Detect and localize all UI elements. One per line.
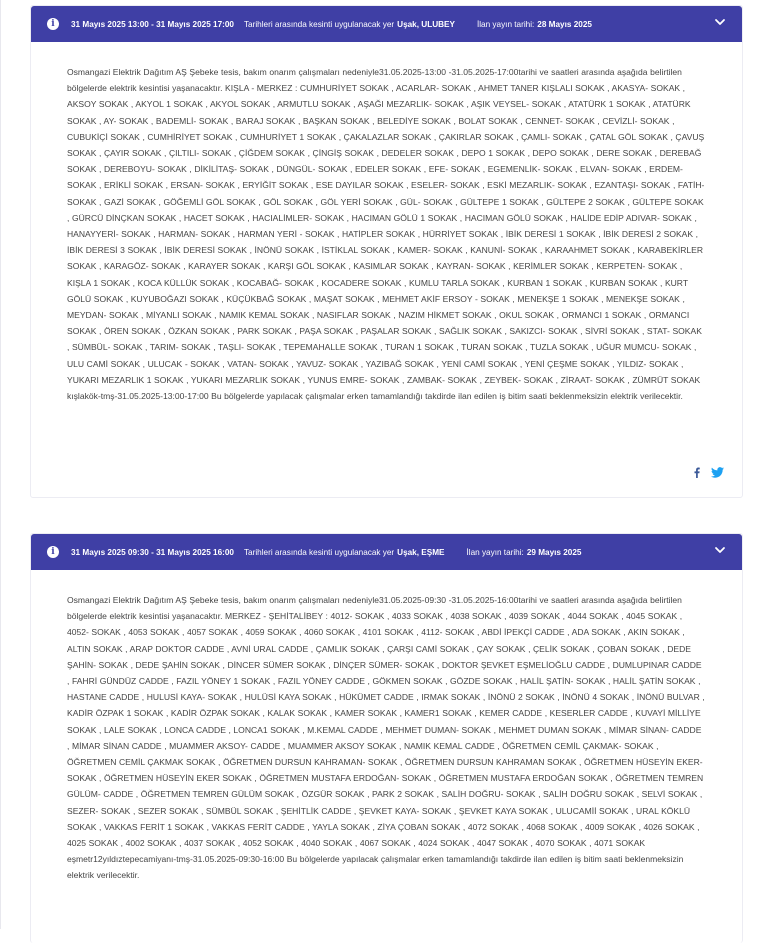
facebook-icon[interactable] bbox=[693, 465, 701, 483]
notice-location: Uşak, ULUBEY bbox=[397, 19, 455, 29]
notice-date-range: 31 Mayıs 2025 13:00 - 31 Mayıs 2025 17:00 bbox=[71, 19, 234, 29]
twitter-icon[interactable] bbox=[711, 465, 724, 483]
share-buttons bbox=[693, 465, 724, 483]
notice-location: Uşak, EŞME bbox=[397, 547, 445, 557]
publish-date-label: İlan yayın tarihi: bbox=[466, 547, 524, 557]
publish-date-label: İlan yayın tarihi: bbox=[476, 19, 535, 29]
notice-date-range: 31 Mayıs 2025 09:30 - 31 Mayıs 2025 16:00 bbox=[71, 547, 234, 557]
notice-header[interactable] bbox=[31, 534, 742, 570]
notice-description: Tarihleri arasında kesinti uygulanacak yer bbox=[243, 547, 395, 557]
info-icon: i bbox=[47, 546, 59, 558]
publish-date: 28 Mayıs 2025 bbox=[537, 19, 592, 29]
notice-description: Tarihleri arasında kesinti uygulanacak yer bbox=[243, 19, 395, 29]
notice-body bbox=[31, 570, 742, 894]
outage-notice-card bbox=[30, 533, 743, 943]
notice-header[interactable] bbox=[31, 6, 742, 42]
chevron-down-icon[interactable] bbox=[714, 544, 726, 556]
notice-body bbox=[31, 42, 742, 414]
notice-text: Osmangazi Elektrik Dağıtım AŞ Şebeke tesis, bakım onarım çalışmaları nedeniyle31.05.2025-09:30 -31.05.2025-16:00tarihi ve saatleri arasında aşağıda belirtilen bölgelerde elektrik kesintisi yaşanacaktır. MERKEZ - ŞEHİTALİBEY : 4012- SOKAK , 4033 SOKAK , 4038 SOKAK , 4039 SOKAK , 4044 SOKAK , 4045 SOKAK , 4052- SOKAK , 4053 SOKAK , 4057 SOKAK , 4059 SOKAK , 4060 SOKAK , 4101 SOKAK , 4112- SOKAK , ABDİ İPEKÇİ CADDE , ADA SOKAK , AKIN SOKAK , ALTIN SOKAK , ARAP DOKTOR CADDE , AVNİ URAL CADDE , ÇAMLIK SOKAK , ÇARŞI CAMİ SOKAK , ÇAY SOKAK , ÇELİK SOKAK , ÇOBAN SOKAK , DEDE ŞAHİN- SOKAK , DEDE ŞAHİN SOKAK , DİNCER SÜMER SOKAK , DİNÇER SÜMER- SOKAK , DOKTOR ŞEVKET EŞMELİOĞLU CADDE , DUMLUPINAR CADDE , FAHRİ GÜNDÜZ CADDE , FAZIL YÖNEY 1 SOKAK , FAZIL YÖNEY CADDE , GÖKMEN SOKAK , GÖZDE SOKAK , HALİL ŞATİN- SOKAK , HALİL ŞATİN SOKAK , HASTANE CADDE , HULUSİ KAYA- SOKAK , HULÜSİ KAYA SOKAK , HÜKÜMET CADDE , IRMAK SOKAK , İNÖNÜ 2 SOKAK , İNÖNÜ 4 SOKAK , İNÖNÜ BULVAR , KADİR ÖZPAK 1 SOKAK , KADİR ÖZPAK SOKAK , KALAK SOKAK , KAMER SOKAK , KAMER1 SOKAK , KEMER CADDE , KESERLER CADDE , KUVAYİ MİLLİYE SOKAK , LALE SOKAK , LONCA CADDE , LONCA1 SOKAK , M.KEMAL CADDE , MEHMET DUMAN- SOKAK , MEHMET DUMAN SOKAK , MİMAR SİNAN- CADDE , MİMAR SİNAN CADDE , MUAMMER AKSOY- CADDE , MUAMMER AKSOY SOKAK , NAMIK KEMAL CADDE , ÖĞRETMEN CEMİL ÇAKMAK- SOKAK , ÖĞRETMEN CEMİL ÇAKMAK SOKAK , ÖĞRETMEN DURSUN KAHRAMAN- SOKAK , ÖĞRETMEN DURSUN KAHRAMAN SOKAK , ÖĞRETMEN HÜSEYİN EKER- SOKAK , ÖĞRETMEN HÜSEYİN EKER SOKAK , ÖĞRETMEN MUSTAFA ERDOĞAN- SOKAK , ÖĞRETMEN MUSTAFA ERDOĞAN SOKAK , ÖĞRETMEN TEMREN GÜLÜM- CADDE , ÖĞRETMEN TEMREN GÜLÜM SOKAK , ÖZGÜR SOKAK , PARK 2 SOKAK , SALİH DOĞRU- SOKAK , SALİH DOĞRU SOKAK , SELVİ SOKAK , SEZER- SOKAK , SEZER SOKAK , SÜMBÜL SOKAK , ŞEHİTLİK CADDE , ŞEVKET KAYA- SOKAK , ŞEVKET KAYA SOKAK , ULUCAMİİ SOKAK , URAL KÖKLÜ SOKAK , VAKKAS FERİT 1 SOKAK , VAKKAS FERİT CADDE , YAYLA SOKAK , ZİYA ÇOBAN SOKAK , 4072 SOKAK , 4068 SOKAK , 4009 SOKAK , 4026 SOKAK , 4025 SOKAK , 4002 SOKAK , 4037 SOKAK , 4052 SOKAK , 4040 SOKAK , 4067 SOKAK , 4024 SOKAK , 4047 SOKAK , 4070 SOKAK , 4071 SOKAK eşmetr12yıldıztepecamiyanı-tmş-31.05.2025-09:30-16:00 Bu bölgelerde yapılacak çalışmalar erken tamamlandığı takdirde ilan edilen iş bitim saati beklenmeksizin elektrik verilecektir. bbox=[67, 595, 705, 881]
notice-text: Osmangazi Elektrik Dağıtım AŞ Şebeke tesis, bakım onarım çalışmaları nedeniyle31.05.2025-13:00 -31.05.2025-17:00tarihi ve saatleri arasında aşağıda belirtilen bölgelerde elektrik kesintisi yaşanacaktır. KIŞLA - MERKEZ : CUMHURİYET SOKAK , ACARLAR- SOKAK , AHMET TANER KIŞLALI SOKAK , AKASYA- SOKAK , AKSOY SOKAK , AKYOL 1 SOKAK , AKYOL SOKAK , ARMUTLU SOKAK , AŞAĞI MEZARLIK- SOKAK , AŞIK VEYSEL- SOKAK , ATATÜRK 1 SOKAK , ATATÜRK SOKAK , AY- SOKAK , BADEMLİ- SOKAK , BARAJ SOKAK , BAŞKAN SOKAK , BELEDİYE SOKAK , BOLAT SOKAK , CENNET- SOKAK , CEVİZLİ- SOKAK , CUBUKİÇİ SOKAK , CUMHİRİYET SOKAK , CUMHURİYET 1 SOKAK , ÇAKALAZLAR SOKAK , ÇAKIRLAR SOKAK , ÇAMLI- SOKAK , ÇATAL GÖL SOKAK , ÇAVUŞ SOKAK , ÇAYIR SOKAK , ÇILTILI- SOKAK , ÇİĞDEM SOKAK , ÇİNGİŞ SOKAK , DEDELER SOKAK , DEPO 1 SOKAK , DEPO SOKAK , DERE SOKAK , DEREBAĞ SOKAK , DEREBOYU- SOKAK , DİKİLİTAŞ- SOKAK , DÜNGÜL- SOKAK , EDELER SOKAK , EFE- SOKAK , EGEMENLİK- SOKAK , ELVAN- SOKAK , ERDEM- SOKAK , ERİKLİ SOKAK , ERSAN- SOKAK , ERYİĞİT SOKAK , ESE DAYILAR SOKAK , ESELER- SOKAK , ESKİ MEZARLIK- SOKAK , EZANTAŞI- SOKAK , FATİH- SOKAK , GAZİ SOKAK , GÖĞEMLİ GÖL SOKAK , GÖL SOKAK , GÖL YERİ SOKAK , GÜL- SOKAK , GÜLTEPE 1 SOKAK , GÜLTEPE 2 SOKAK , GÜLTEPE SOKAK , GÜRCÜ DİNÇKAN SOKAK , HACET SOKAK , HACIALİMLER- SOKAK , HACIMAN GÖLÜ 1 SOKAK , HACIMAN GÖLÜ SOKAK , HALİDE EDİP ADIVAR- SOKAK , HANAYYERİ- SOKAK , HARMAN- SOKAK , HARMAN YERİ - SOKAK , HATİPLER SOKAK , HÜRRİYET SOKAK , İBİK DERESİ 1 SOKAK , İBİK DERESİ 2 SOKAK , İBİK DERESİ 3 SOKAK , İBİK DERESİ SOKAK , İNÖNÜ SOKAK , İSTİKLAL SOKAK , KAMER- SOKAK , KANUNİ- SOKAK , KARAAHMET SOKAK , KARABEKİRLER SOKAK , KARAGÖZ- SOKAK , KARAYER SOKAK , KARŞI GÖL SOKAK , KASIMLAR SOKAK , KAYRAN- SOKAK , KERİMLER SOKAK , KERPETEN- SOKAK , KIŞLA 1 SOKAK , KOCA KÜLLÜK SOKAK , KOCABAĞ- SOKAK , KOCADERE SOKAK , KUMLU TARLA SOKAK , KURBAN 1 SOKAK , KURBAN SOKAK , KURT GÖLÜ SOKAK , KUYUBOĞAZI SOKAK , KÜÇÜKBAĞ SOKAK , MAŞAT SOKAK , MEHMET AKİF ERSOY - SOKAK , MENEKŞE 1 SOKAK , MENEKŞE SOKAK , MEYDAN- SOKAK , MİYANLI SOKAK , NAMIK KEMAL SOKAK , NASIFLAR SOKAK , NAZIM HİKMET SOKAK , OKUL SOKAK , ORMANCI 1 SOKAK , ORMANCI SOKAK , ÖREN SOKAK , ÖZKAN SOKAK , PARK SOKAK , PAŞA SOKAK , PAŞALAR SOKAK , SAĞLIK SOKAK , SAKIZCI- SOKAK , SİVRİ SOKAK , STAT- SOKAK , SÜMBÜL- SOKAK , TARIM- SOKAK , TAŞLI- SOKAK , TEPEMAHALLE SOKAK , TURAN 1 SOKAK , TURAN SOKAK , TUZLA SOKAK , UĞUR MUMCU- SOKAK , ULU CAMİ SOKAK , ULUCAK - SOKAK , VATAN- SOKAK , YAVUZ- SOKAK , YAZIBAĞ SOKAK , YENİ CAMİ SOKAK , YENİ ÇEŞME SOKAK , YILDIZ- SOKAK , YUKARI MEZARLIK 1 SOKAK , YUKARI MEZARLIK SOKAK , YUNUS EMRE- SOKAK , ZAMBAK- SOKAK , ZEYBEK- SOKAK , ZİRAAT- SOKAK , ZÜMRÜT SOKAK kışlakök-tmş-31.05.2025-13:00-17:00 Bu bölgelerde yapılacak çalışmalar erken tamamlandığı takdirde ilan edilen iş bitim saati beklenmeksizin elektrik verilecektir. bbox=[67, 67, 705, 402]
info-icon: i bbox=[47, 18, 59, 30]
page-left-border bbox=[0, 0, 1, 929]
publish-date: 29 Mayıs 2025 bbox=[526, 547, 582, 557]
chevron-down-icon[interactable] bbox=[714, 16, 726, 28]
outage-notice-card bbox=[30, 5, 743, 498]
